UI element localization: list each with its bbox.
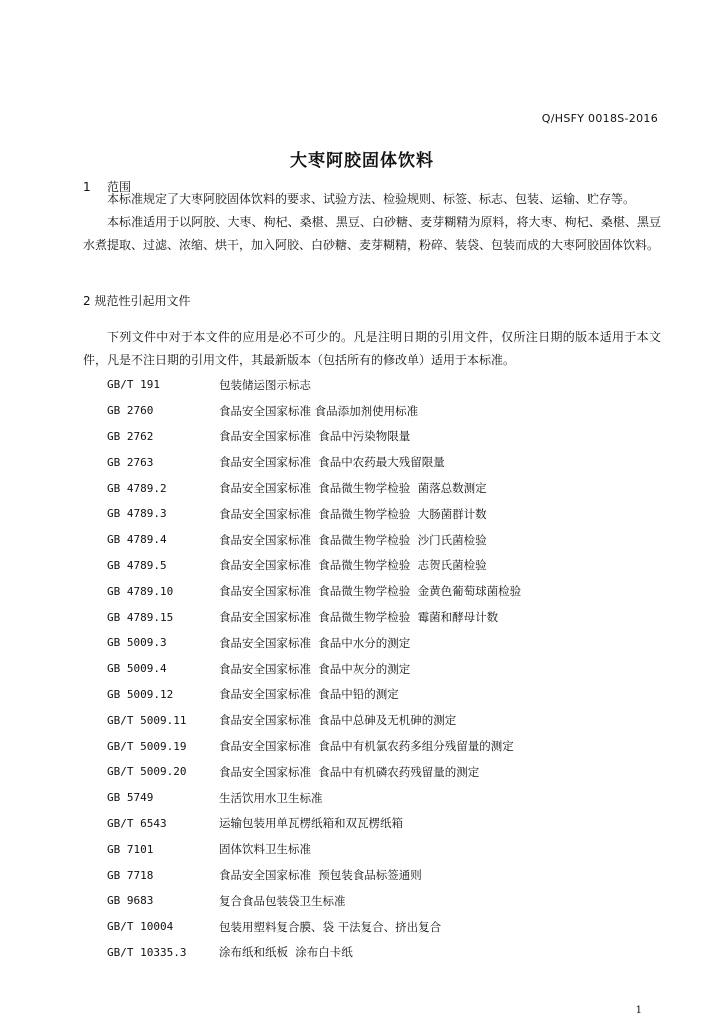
reference-item — [107, 656, 667, 682]
reference-item — [107, 914, 667, 940]
reference-title: 食品安全国家标准 食品微生物学检验 霉菌和酵母计数 — [219, 610, 499, 625]
reference-code: GB/T 6543 — [107, 816, 167, 830]
reference-title: 固体饮料卫生标准 — [219, 842, 311, 857]
reference-item — [107, 785, 667, 811]
reference-list — [107, 372, 667, 965]
reference-item — [107, 811, 667, 837]
reference-title: 包装储运图示标志 — [219, 377, 311, 392]
reference-item — [107, 578, 667, 604]
reference-item — [107, 707, 667, 733]
section-1-number: 1 — [83, 180, 91, 194]
reference-code: GB 7718 — [107, 868, 154, 882]
reference-item — [107, 630, 667, 656]
reference-code: GB 5749 — [107, 791, 154, 805]
reference-item — [107, 475, 667, 501]
reference-code: GB 4789.4 — [107, 533, 167, 547]
reference-title: 食品安全国家标准 食品中农药最大残留限量 — [219, 455, 445, 470]
reference-code: GB 4789.2 — [107, 481, 167, 495]
document-title: 大枣阿胶固体饮料 — [290, 151, 434, 171]
reference-title: 涂布纸和纸板 涂布白卡纸 — [219, 945, 353, 960]
document-code: Q/HSFY 0018S-2016 — [541, 112, 658, 125]
reference-code: GB 4789.15 — [107, 610, 174, 624]
reference-code: GB/T 5009.19 — [107, 739, 187, 753]
reference-code: GB 2762 — [107, 429, 154, 443]
reference-title: 食品安全国家标准 食品中水分的测定 — [219, 635, 411, 650]
reference-item — [107, 449, 667, 475]
section-1-title: 范围 — [107, 180, 132, 194]
reference-item — [107, 372, 667, 398]
scope-paragraph-1: 本标准规定了大枣阿胶固体饮料的要求、试验方法、检验规则、标签、标志、包装、运输、贮存等。 — [107, 192, 636, 206]
reference-title: 包装用塑料复合膜、袋 干法复合、挤出复合 — [219, 919, 442, 934]
reference-title: 运输包装用单瓦楞纸箱和双瓦楞纸箱 — [219, 816, 403, 831]
reference-code: GB 7101 — [107, 842, 154, 856]
reference-title: 食品安全国家标准 食品中有机磷农药残留量的测定 — [219, 764, 480, 779]
normative-references-intro: 下列文件中对于本文件的应用是必不可少的。凡是注明日期的引用文件，仅所注日期的版本适用于本文件，凡是不注日期的引用文件，其最新版本（包括所有的修改单）适用于本标准。 — [83, 330, 661, 367]
reference-title: 复合食品包装袋卫生标准 — [219, 893, 346, 908]
reference-code: GB/T 5009.20 — [107, 765, 187, 779]
reference-code: GB 5009.4 — [107, 662, 167, 676]
reference-item — [107, 424, 667, 450]
reference-item — [107, 682, 667, 708]
reference-item — [107, 940, 667, 966]
reference-title: 食品安全国家标准 食品微生物学检验 志贺氏菌检验 — [219, 558, 487, 573]
reference-title: 食品安全国家标准 食品中有机氯农药多组分残留量的测定 — [219, 739, 514, 754]
reference-title: 食品安全国家标准 食品微生物学检验 大肠菌群计数 — [219, 506, 487, 521]
reference-title: 食品安全国家标准 预包装食品标签通则 — [219, 868, 422, 883]
reference-title: 食品安全国家标准 食品微生物学检验 沙门氏菌检验 — [219, 532, 487, 547]
reference-title: 食品安全国家标准 食品中污染物限量 — [219, 429, 411, 444]
reference-title: 生活饮用水卫生标准 — [219, 790, 323, 805]
reference-item — [107, 527, 667, 553]
reference-title: 食品安全国家标准 食品中灰分的测定 — [219, 661, 411, 676]
reference-item — [107, 604, 667, 630]
reference-code: GB 4789.5 — [107, 558, 167, 572]
reference-item — [107, 888, 667, 914]
section-2-heading: 2 规范性引起用文件 — [83, 294, 191, 308]
reference-item — [107, 398, 667, 424]
reference-item — [107, 836, 667, 862]
reference-title: 食品安全国家标准 食品添加剂使用标准 — [219, 403, 419, 418]
reference-item — [107, 862, 667, 888]
reference-code: GB 5009.3 — [107, 636, 167, 650]
reference-item — [107, 733, 667, 759]
reference-code: GB 9683 — [107, 894, 154, 908]
reference-title: 食品安全国家标准 食品微生物学检验 金黄色葡萄球菌检验 — [219, 584, 522, 599]
reference-code: GB 5009.12 — [107, 687, 174, 701]
reference-code: GB 2763 — [107, 455, 154, 469]
reference-code: GB 2760 — [107, 404, 154, 418]
reference-item — [107, 501, 667, 527]
reference-code: GB/T 191 — [107, 378, 160, 392]
page-number: 1 — [635, 1005, 642, 1016]
reference-title: 食品安全国家标准 食品中总砷及无机砷的测定 — [219, 713, 457, 728]
reference-title: 食品安全国家标准 食品微生物学检验 菌落总数测定 — [219, 481, 487, 496]
reference-item — [107, 553, 667, 579]
reference-code: GB/T 10004 — [107, 920, 174, 934]
reference-code: GB/T 5009.11 — [107, 713, 187, 727]
reference-title: 食品安全国家标准 食品中铅的测定 — [219, 687, 399, 702]
scope-paragraph-2: 本标准适用于以阿胶、大枣、枸杞、桑椹、黑豆、白砂糖、麦芽糊精为原料，将大枣、枸杞、桑椹、黑豆水煮提取、过滤、浓缩、烘干，加入阿胶、白砂糖、麦芽糊精，粉碎、装袋、包装而成的大枣阿胶固体饮料。 — [83, 215, 661, 252]
reference-item — [107, 759, 667, 785]
reference-code: GB 4789.3 — [107, 507, 167, 521]
reference-code: GB 4789.10 — [107, 584, 174, 598]
reference-code: GB/T 10335.3 — [107, 945, 187, 959]
